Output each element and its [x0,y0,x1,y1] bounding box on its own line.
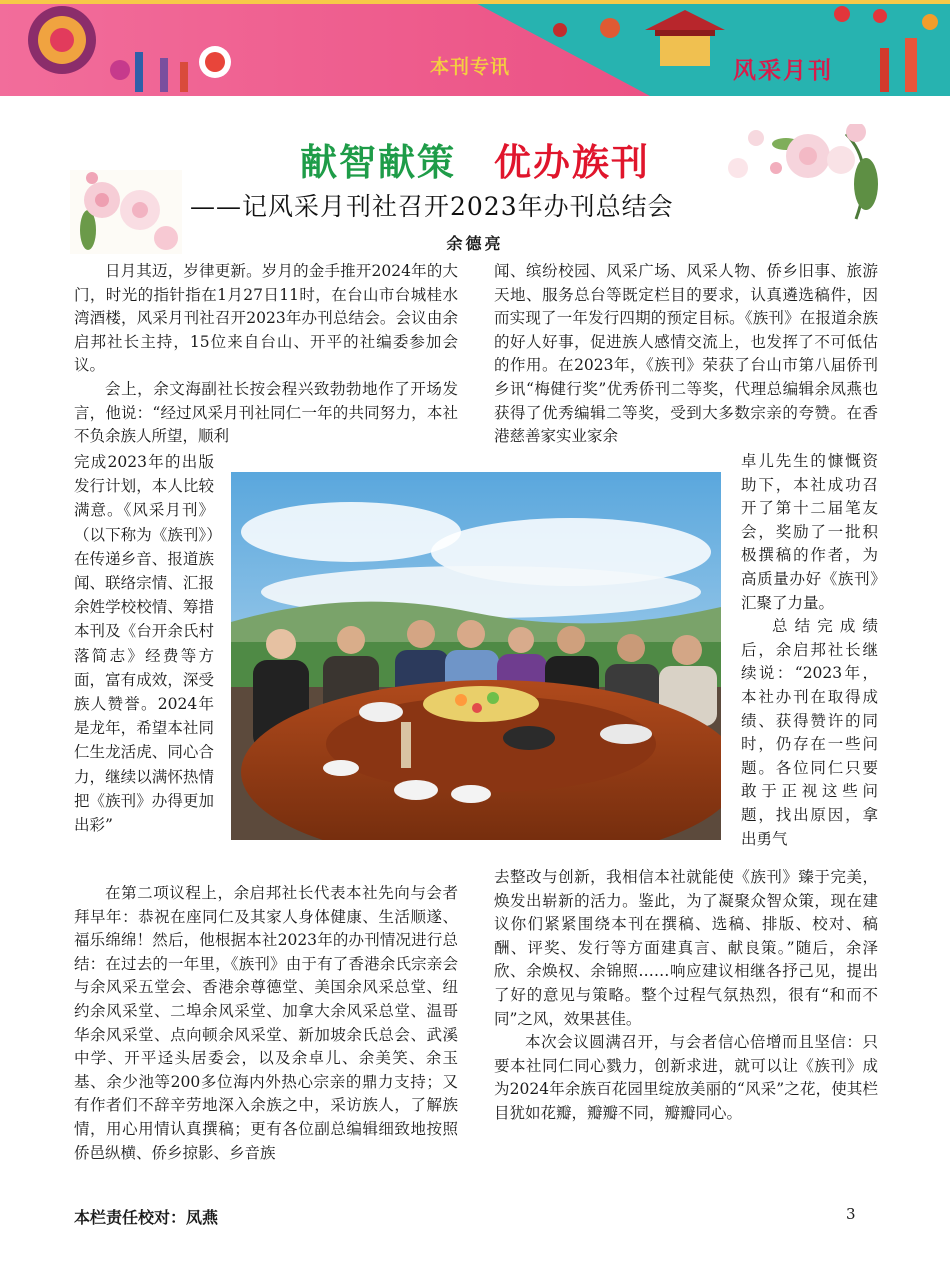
article-author: 余德亮 [446,234,504,253]
meeting-photo [231,472,721,840]
paragraph: 闻、缤纷校园、风采广场、风采人物、侨乡旧事、旅游天地、服务总台等既定栏目的要求，认真遴选稿件，因而实现了一年发行四期的预定目标。《族刊》在报道余族的好人好事，促进族人感情交流上，也发挥了不可低估的作用。在2023年，《族刊》荣获了台山市第八届侨刊乡讯“梅健行奖”优秀侨刊二等奖，代理总编辑余凤燕也获得了优秀编辑二等奖，受到大多数宗亲的夸赞。在香港慈善家实业家余 [494,262,878,446]
magazine-name: 风采月刊 [733,58,833,84]
title-part-1: 献智献策 [300,141,456,184]
paragraph: 卓儿先生的慷慨资助下，本社成功召开了第十二届笔友会，奖励了一批积极撰稿的作者，为高质量办好《族刊》汇聚了力量。 [741,452,878,612]
column-right-bottom [494,866,878,1126]
paragraph: 日月其迈，岁律更新。岁月的金手推开2024年的大门，时光的指针指在1月27日11时，在台山市台城桂水湾酒楼，风采月刊社召开2023年办刊总结会。会议由余启邦社长主持，15位来自台山、开平的社编委参加会议。 [74,262,458,375]
paragraph: 完成2023年的出版发行计划，本人比较满意。《风采月刊》（以下称为《族刊》）在传递乡音、报道族闻、联络宗情、汇报余姓学校校情、筹措本刊及《台开余氏村落简志》经费等方面，富有成效，深受族人赞誉。2024年是龙年，希望本社同仁生龙活虎、同心合力，继续以满怀热情把《族刊》办得更加出彩” [74,453,214,835]
paragraph: 在第二项议程上，余启邦社长代表本社先向与会者拜早年：恭祝在座同仁及其家人身体健康、生活顺遂、福乐绵绵！然后，他根据本社2023年的办刊情况进行总结：在过去的一年里，《族刊》由于有了香港余氏宗亲会与余风采五堂会、香港余尊德堂、美国余风采总堂、纽约余风采堂、二埠余风采堂、加拿大余风采总堂、温哥华余风采堂、点向顿余风采堂、新加坡余氏总会、武溪中学、开平迳头居委会，以及余卓儿、余美笑、余玉基、余少池等200多位海内外热心宗亲的鼎力支持；又有作者们不辞辛劳地深入余族之中，采访族人，了解族情，用心用情认真撰稿；更有各位副总编辑细致地按照侨邑纵横、侨乡掠影、乡音族 [74,884,458,1162]
column-left-bottom [74,882,458,1165]
column-left-top [74,260,458,449]
page-number: 3 [846,1205,856,1223]
paragraph: 总结完成绩后，余启邦社长继续说：“2023年，本社办刊在取得成绩、获得赞许的同时，仍存在一些问题。各位同仁只要敢于正视这些问题，找出原因，拿出勇气 [741,617,878,848]
paragraph: 去整改与创新，我相信本社就能使《族刊》臻于完美，焕发出崭新的活力。鉴此，为了凝聚众智众策，现在建议你们紧紧围绕本刊在撰稿、选稿、排版、校对、稿酬、评奖、发行等方面建真言、献良策。”随后，余泽欣、余焕权、余锦照……响应建议相继各抒己见，提出了好的意见与策略。整个过程气氛热烈，很有“和而不同”之风，效果甚佳。 [494,868,878,1028]
article-title [0,132,950,186]
section-label: 本刊专讯 [430,56,511,78]
title-part-2: 优办族刊 [494,141,650,184]
paragraph: 本次会议圆满召开，与会者信心倍增而且坚信：只要本社同仁同心戮力，创新求进，就可以让《族刊》成为2024年余族百花园里绽放美丽的“风采”之花，使其栏目犹如花瓣，瓣瓣不同，瓣瓣同心。 [494,1033,878,1122]
article-subtitle: ——记风采月刊社召开2023年办刊总结会 [190,192,674,221]
column-right-top [494,260,878,449]
paragraph: 会上，余文海副社长按会程兴致勃勃地作了开场发言，他说：“经过风采月刊社同仁一年的共同努力，本社不负余族人所望，顺利 [74,379,458,446]
header-banner [0,0,950,96]
column-left-wrap [74,450,214,837]
column-right-wrap [741,450,878,851]
meeting-photo-illustration [231,472,721,840]
proofreader-credit: 本栏责任校对：凤燕 [74,1208,219,1227]
